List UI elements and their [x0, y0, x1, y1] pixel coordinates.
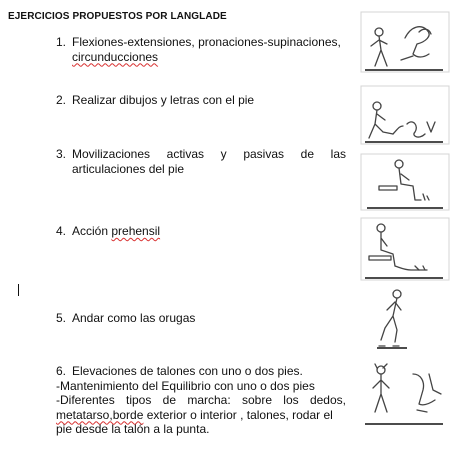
item-text: Andar como las orugas: [72, 311, 196, 325]
list-item-line: [56, 379, 346, 394]
item-number: 4.: [56, 224, 67, 238]
page-title: EJERCICIOS PROPUESTOS POR LANGLADE: [8, 11, 227, 22]
item-number: 5.: [56, 311, 67, 325]
list-item: [56, 311, 346, 326]
item-number: 6.: [56, 364, 67, 378]
text-cursor: [18, 284, 19, 296]
item-text: -Mantenimiento del Equilibrio con uno o dos pies: [56, 378, 315, 393]
item-text: pie desde la talón a la punta.: [56, 422, 210, 436]
list-item-line: [56, 408, 346, 423]
item-text: Elevaciones de talones con uno o dos pies.: [72, 364, 303, 378]
foot-drawing-figure-icon: [357, 82, 453, 148]
list-item: [56, 93, 346, 108]
list-item: [56, 147, 346, 176]
item-text: Acción: [72, 224, 112, 238]
list-item-line: [56, 422, 346, 437]
list-item: [56, 364, 346, 379]
seated-mobilization-figure-icon: [357, 152, 453, 212]
item-text-continued: circunducciones: [72, 49, 159, 64]
list-item-line: [56, 393, 346, 408]
ankle-flexion-figure-icon: [357, 8, 453, 76]
item-text: Movilizaciones activas y pasivas de las: [72, 147, 346, 161]
item-text-underlined: metatarso,borde: [56, 407, 144, 422]
item-text: Realizar dibujos y letras con el pie: [72, 93, 255, 107]
list-item: [56, 35, 346, 64]
heel-raise-balance-figure-icon: [357, 360, 453, 430]
list-item: [56, 224, 346, 239]
item-number: 2.: [56, 93, 67, 107]
seated-grasping-figure-icon: [357, 216, 453, 282]
item-text: Flexiones-extensiones, pronaciones-supinaciones,: [72, 35, 341, 49]
item-text: exterior o interior , talones, rodar el: [143, 407, 333, 422]
item-text: -Diferentes tipos de marcha: sobre los dedos,: [56, 393, 346, 407]
item-number: 1.: [56, 35, 67, 49]
item-number: 3.: [56, 147, 67, 161]
caterpillar-walk-figure-icon: [357, 284, 453, 354]
item-text-underlined: prehensil: [111, 224, 161, 238]
item-text-continued: articulaciones del pie: [72, 161, 185, 176]
